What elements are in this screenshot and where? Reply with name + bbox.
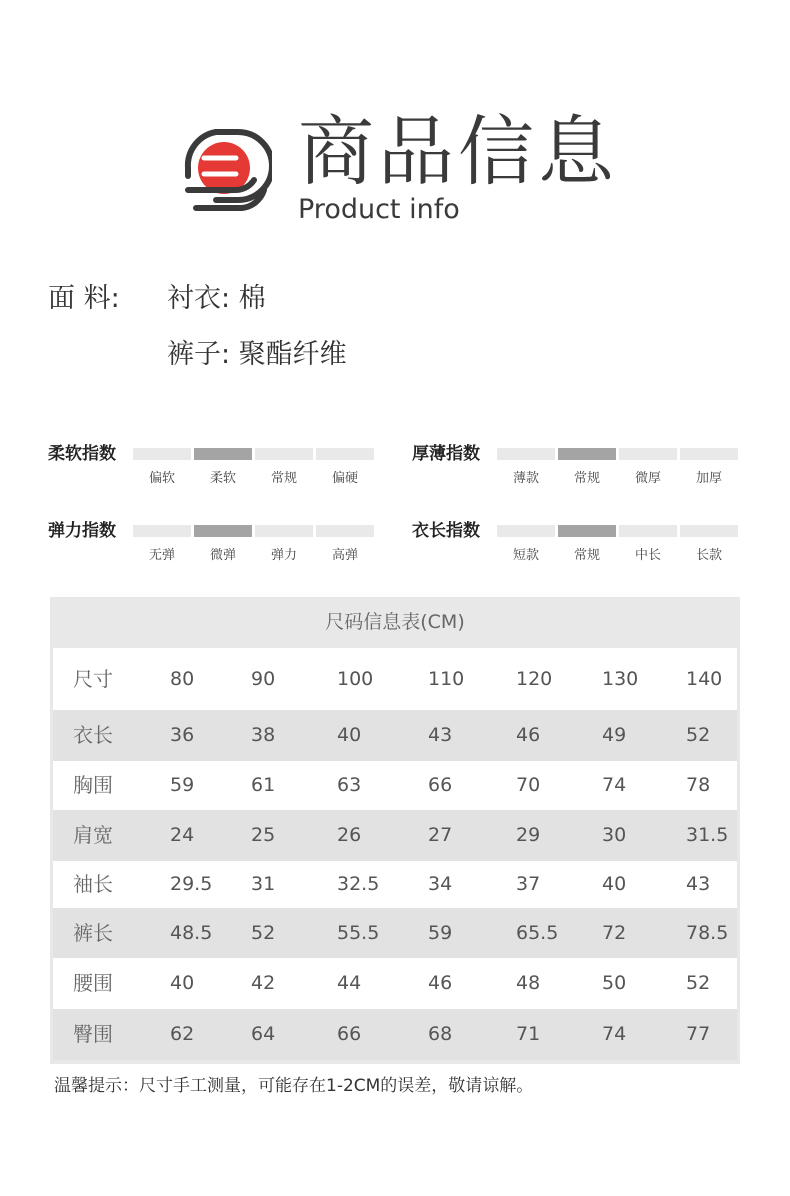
index-option-label: 弹力: [270, 548, 297, 563]
table-cell: 31.5: [686, 824, 729, 846]
table-cell: 59: [170, 774, 195, 796]
table-row: [53, 761, 737, 810]
table-cell: 25: [251, 824, 276, 846]
page-title: 商品信息: [298, 107, 618, 196]
table-cell: 42: [251, 972, 276, 994]
table-cell: 66: [337, 1023, 362, 1045]
table-cell: 71: [516, 1023, 541, 1045]
table-cell: 48: [516, 972, 541, 994]
row-label: 臀围: [73, 1022, 113, 1046]
row-label: 胸围: [73, 773, 113, 797]
index-option-label: 短款: [512, 548, 539, 563]
table-row: [53, 861, 737, 908]
index-segment: [680, 448, 738, 460]
size-table: [50, 597, 740, 1064]
index-option-label: 高弹: [331, 548, 358, 563]
index-segment: [316, 525, 374, 537]
table-cell: 49: [602, 724, 627, 746]
table-cell: 50: [602, 972, 627, 994]
table-cell: 80: [170, 668, 195, 690]
header: [0, 0, 790, 250]
table-cell: 40: [602, 873, 627, 895]
index-segment: [680, 525, 738, 537]
index-segment-selected: [558, 525, 616, 537]
table-row: [53, 908, 737, 958]
table-cell: 78: [686, 774, 711, 796]
size-table-title: 尺码信息表(CM): [325, 611, 465, 633]
table-cell: 65.5: [516, 922, 559, 944]
table-cell: 43: [686, 873, 711, 895]
index-option-label: 薄款: [512, 471, 539, 486]
table-row: [53, 710, 737, 761]
table-cell: 29.5: [170, 873, 213, 895]
index-track: [497, 448, 741, 486]
table-cell: 44: [337, 972, 362, 994]
index-option-label: 常规: [573, 471, 600, 486]
index-name: 弹力指数: [48, 521, 116, 541]
index-name: 衣长指数: [412, 521, 480, 541]
table-cell: 63: [337, 774, 362, 796]
index-group: [48, 519, 388, 579]
index-segment: [255, 448, 313, 460]
table-row: [53, 958, 737, 1009]
table-cell: 62: [170, 1023, 195, 1045]
page-subtitle: Product info: [298, 194, 460, 225]
table-cell: 110: [428, 668, 465, 690]
index-track: [497, 525, 741, 563]
index-option-label: 微厚: [634, 471, 661, 486]
table-cell: 66: [428, 774, 453, 796]
index-segment-selected: [194, 448, 252, 460]
index-group: [48, 442, 388, 502]
row-label: 衣长: [73, 723, 113, 747]
table-cell: 38: [251, 724, 276, 746]
table-cell: 30: [602, 824, 627, 846]
index-name: 柔软指数: [48, 444, 116, 464]
row-label: 肩宽: [73, 823, 113, 847]
row-label: 裤长: [73, 921, 113, 945]
fabric-line-shirt: 衬衣: 棉: [167, 283, 266, 314]
table-cell: 48.5: [170, 922, 213, 944]
index-segment: [133, 525, 191, 537]
fabric-line-pants: 裤子: 聚酯纤维: [167, 339, 347, 370]
row-label: 尺寸: [73, 667, 113, 691]
table-cell: 55.5: [337, 922, 380, 944]
table-cell: 29: [516, 824, 541, 846]
table-cell: 46: [516, 724, 541, 746]
table-cell: 37: [516, 873, 541, 895]
table-cell: 74: [602, 774, 627, 796]
index-option-label: 偏硬: [331, 471, 358, 486]
table-cell: 64: [251, 1023, 276, 1045]
index-segment: [133, 448, 191, 460]
table-cell: 72: [602, 922, 627, 944]
table-cell: 26: [337, 824, 362, 846]
table-cell: 24: [170, 824, 195, 846]
measurement-tip: 温馨提示：尺寸手工测量，可能存在1-2CM的误差，敬请谅解。: [54, 1076, 534, 1096]
table-cell: 70: [516, 774, 541, 796]
index-segment: [255, 525, 313, 537]
index-option-label: 加厚: [695, 471, 722, 486]
row-label: 腰围: [73, 971, 113, 995]
table-cell: 36: [170, 724, 195, 746]
table-cell: 46: [428, 972, 453, 994]
index-name: 厚薄指数: [412, 444, 480, 464]
table-cell: 52: [251, 922, 276, 944]
index-option-label: 长款: [695, 548, 722, 563]
table-cell: 61: [251, 774, 276, 796]
table-cell: 120: [516, 668, 553, 690]
index-segment: [497, 448, 555, 460]
table-cell: 43: [428, 724, 453, 746]
index-segment-selected: [194, 525, 252, 537]
index-segment: [316, 448, 374, 460]
table-cell: 68: [428, 1023, 453, 1045]
index-group: [412, 442, 752, 502]
table-cell: 130: [602, 668, 639, 690]
product-info-logo-icon: [176, 124, 272, 216]
table-cell: 59: [428, 922, 453, 944]
table-cell: 34: [428, 873, 453, 895]
index-group: [412, 519, 752, 579]
table-cell: 52: [686, 724, 711, 746]
table-cell: 27: [428, 824, 453, 846]
table-cell: 90: [251, 668, 276, 690]
table-cell: 140: [686, 668, 723, 690]
index-option-label: 常规: [270, 471, 297, 486]
index-option-label: 常规: [573, 548, 600, 563]
index-option-label: 微弹: [209, 548, 236, 563]
table-cell: 31: [251, 873, 276, 895]
index-option-label: 偏软: [148, 471, 175, 486]
table-row: [53, 810, 737, 861]
table-cell: 77: [686, 1023, 711, 1045]
index-segment-selected: [558, 448, 616, 460]
row-label: 袖长: [73, 872, 113, 896]
table-cell: 40: [170, 972, 195, 994]
index-track: [133, 448, 377, 486]
index-track: [133, 525, 377, 563]
table-cell: 78.5: [686, 922, 729, 944]
table-cell: 40: [337, 724, 362, 746]
table-row: [53, 1009, 737, 1060]
index-segment: [619, 448, 677, 460]
table-cell: 32.5: [337, 873, 380, 895]
table-row: [53, 648, 737, 710]
table-cell: 74: [602, 1023, 627, 1045]
index-option-label: 中长: [634, 548, 661, 563]
index-option-label: 柔软: [209, 471, 236, 486]
index-segment: [619, 525, 677, 537]
table-cell: 52: [686, 972, 711, 994]
fabric-label: 面 料:: [48, 283, 120, 314]
index-segment: [497, 525, 555, 537]
index-option-label: 无弹: [148, 548, 175, 563]
table-cell: 100: [337, 668, 374, 690]
